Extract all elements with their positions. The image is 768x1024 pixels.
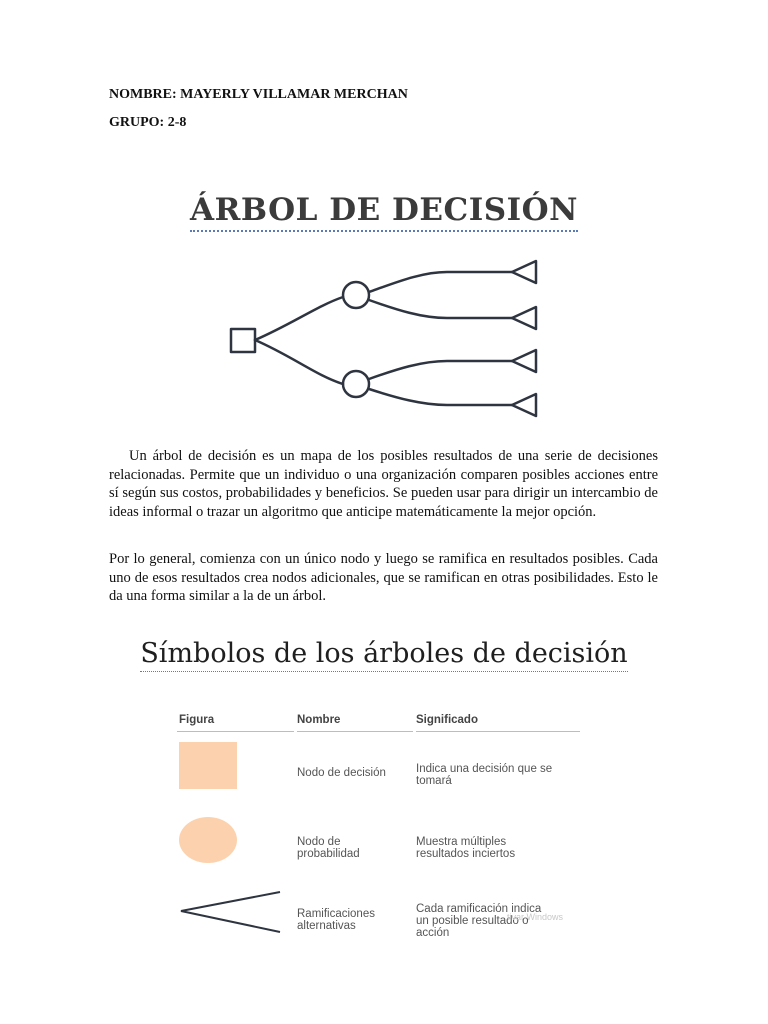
tree-chance-node-lower [343, 371, 369, 397]
header-figura: Figura [179, 714, 215, 726]
tree-decision-node [231, 329, 255, 352]
row-chance-name: Nodo de probabilidad [297, 836, 360, 860]
main-title: ÁRBOL DE DECISIÓN [0, 192, 768, 228]
tree-branch-a [369, 272, 512, 292]
paragraph-definition: Un árbol de decisión es un mapa de los posibles resultados de una serie de decisiones relacionadas. Permite que un individuo o una organización comparen posibles acciones entre sí según sus costos, probabilidades y beneficios. Se pueden usar para dirigir un intercambio de ideas informal o trazar un algoritmo que anticipe matemáticamente la mejor opción. [109, 448, 658, 520]
student-name-line: NOMBRE: MAYERLY VILLAMAR MERCHAN [109, 87, 408, 102]
row-chance-meaning: Muestra múltiples resultados inciertos [416, 836, 516, 860]
tree-branch-b [369, 300, 512, 318]
header-divider-2 [297, 731, 413, 732]
header-divider-3 [416, 731, 580, 732]
activate-windows-watermark: tivar Windows [507, 912, 564, 922]
tree-end-node-d [512, 394, 536, 416]
row-decision-name: Nodo de decisión [297, 767, 386, 779]
row-branch-meaning: Cada ramificación indica un posible resultado o acción [416, 903, 542, 939]
symbols-title: Símbolos de los árboles de decisión [0, 638, 768, 669]
tree-end-node-b [512, 307, 536, 329]
tree-branch-c [369, 361, 512, 379]
circle-shape [179, 817, 237, 863]
tree-end-node-c [512, 350, 536, 372]
header-divider-1 [177, 731, 294, 732]
tree-branch-upper [255, 297, 343, 340]
tree-branch-lower [255, 340, 343, 384]
tree-chance-node-upper [343, 282, 369, 308]
branch-shape [177, 888, 285, 938]
group-line: GRUPO: 2-8 [109, 115, 187, 130]
paragraph-structure: Por lo general, comienza con un único nodo y luego se ramifica en resultados posibles. Cada uno de esos resultados crea nodos adicionales, que se ramifican en otras posibilidades. Esto le da una forma similar a la de un árbol. [109, 551, 658, 604]
header-nombre: Nombre [297, 714, 341, 726]
tree-branch-d [369, 389, 512, 405]
square-shape [179, 742, 237, 789]
row-decision-meaning: Indica una decisión que se tomará [416, 763, 553, 787]
decision-tree-diagram [222, 256, 552, 426]
header-significado: Significado [416, 714, 478, 726]
row-branch-name: Ramificaciones alternativas [297, 908, 375, 932]
tree-end-node-a [512, 261, 536, 283]
